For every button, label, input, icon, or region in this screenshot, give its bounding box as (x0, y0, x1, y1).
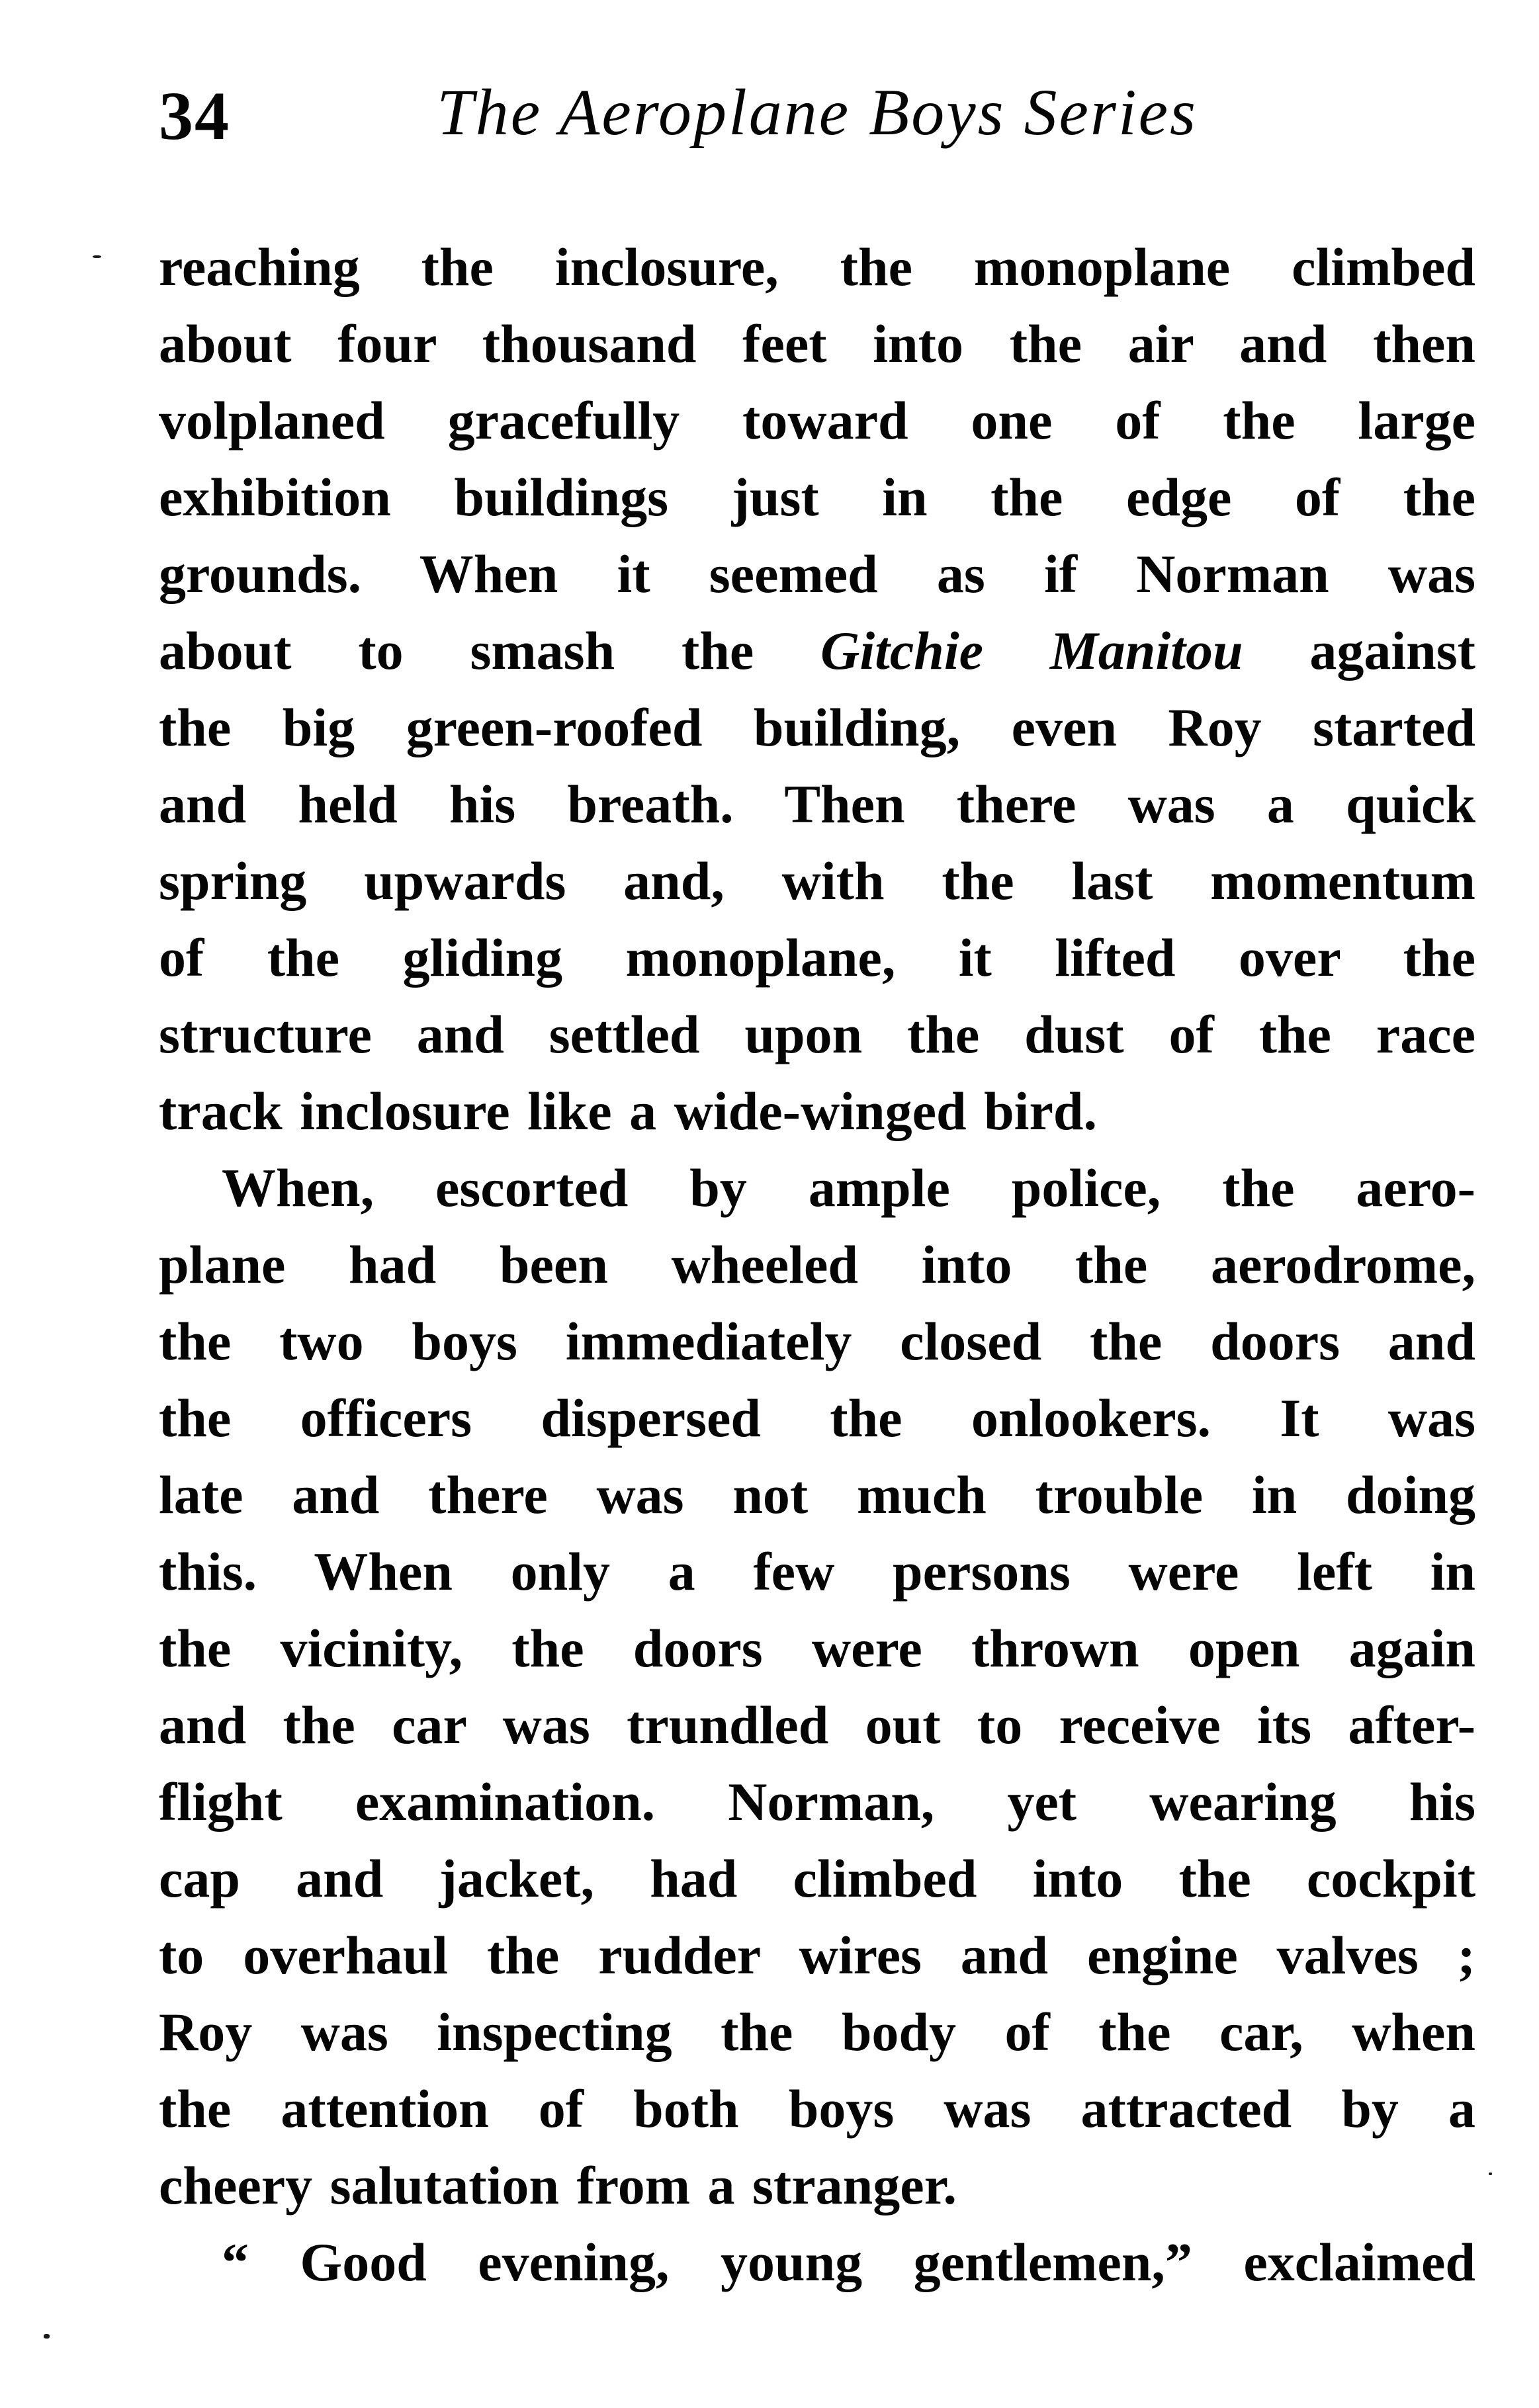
text-segment: track inclosure like a wide-winged bird. (159, 1081, 1097, 1141)
text-line (159, 229, 1475, 306)
text-segment: to overhaul the rudder wires and engine valves ; (159, 1925, 1475, 1985)
page-number: 34 (159, 78, 230, 154)
text-line (159, 1917, 1475, 1994)
text-line (159, 996, 1475, 1073)
text-segment: and held his breath. Then there was a quick (159, 774, 1475, 834)
text-segment: about four thousand feet into the air and then (159, 314, 1475, 374)
text-line (159, 536, 1475, 613)
text-segment: exhibition buildings just in the edge of the (159, 467, 1475, 527)
body-text (159, 229, 1475, 2301)
text-segment: grounds. When it seemed as if Norman was (159, 544, 1475, 604)
scan-speck (1489, 2172, 1492, 2175)
text-line (159, 306, 1475, 382)
text-segment: this. When only a few persons were left in (159, 1541, 1475, 1602)
scan-speck (44, 2334, 50, 2339)
running-title: The Aeroplane Boys Series (437, 75, 1198, 149)
text-segment: plane had been wheeled into the aerodrome, (159, 1234, 1475, 1295)
text-line (159, 1533, 1475, 1610)
text-segment: the two boys immediately closed the doors and (159, 1311, 1475, 1371)
text-segment: spring upwards and, with the last momentum (159, 851, 1475, 911)
text-segment: volplaned gracefully toward one of the large (159, 390, 1475, 451)
text-segment: structure and settled upon the dust of the race (159, 1004, 1475, 1064)
running-header (159, 74, 1475, 160)
text-segment: late and there was not much trouble in doing (159, 1465, 1475, 1525)
text-line (159, 1150, 1475, 1226)
text-segment: flight examination. Norman, yet wearing his (159, 1772, 1475, 1832)
text-segment: reaching the inclosure, the monoplane climbed (159, 237, 1475, 297)
text-line (159, 2147, 1475, 2224)
text-line (159, 920, 1475, 996)
text-segment: of the gliding monoplane, it lifted over the (159, 927, 1475, 988)
text-line (159, 1687, 1475, 1764)
text-line (159, 766, 1475, 843)
text-line (159, 1303, 1475, 1380)
text-segment: cheery salutation from a stranger. (159, 2155, 957, 2215)
text-line (159, 459, 1475, 536)
text-line (159, 689, 1475, 766)
text-line (159, 843, 1475, 920)
book-title-italic: Gitchie Manitou (820, 621, 1243, 681)
text-line (159, 1073, 1475, 1150)
text-segment: the officers dispersed the onlookers. It was (159, 1388, 1475, 1448)
text-line (159, 1994, 1475, 2071)
text-segment: the big green-roofed building, even Roy started (159, 697, 1475, 757)
text-line (159, 1457, 1475, 1533)
text-line (159, 2071, 1475, 2147)
text-line (159, 1764, 1475, 1840)
text-segment: against (1243, 621, 1475, 681)
text-segment: and the car was trundled out to receive its after- (159, 1695, 1475, 1755)
text-line (159, 1610, 1475, 1687)
text-line (159, 1840, 1475, 1917)
text-line (159, 1380, 1475, 1457)
text-segment: about to smash the (159, 621, 821, 681)
scan-speck (93, 255, 101, 258)
text-segment: Roy was inspecting the body of the car, when (159, 2002, 1475, 2062)
text-line (159, 1226, 1475, 1303)
text-line (159, 2224, 1475, 2301)
text-segment: the vicinity, the doors were thrown open again (159, 1618, 1475, 1678)
text-segment: the attention of both boys was attracted by a (159, 2079, 1475, 2139)
text-segment: When, escorted by ample police, the aero- (222, 1158, 1475, 1218)
text-segment: cap and jacket, had climbed into the cockpit (159, 1848, 1475, 1909)
text-segment: “ Good evening, young gentlemen,” exclaimed (222, 2232, 1475, 2292)
text-line (159, 382, 1475, 459)
text-line (159, 613, 1475, 689)
